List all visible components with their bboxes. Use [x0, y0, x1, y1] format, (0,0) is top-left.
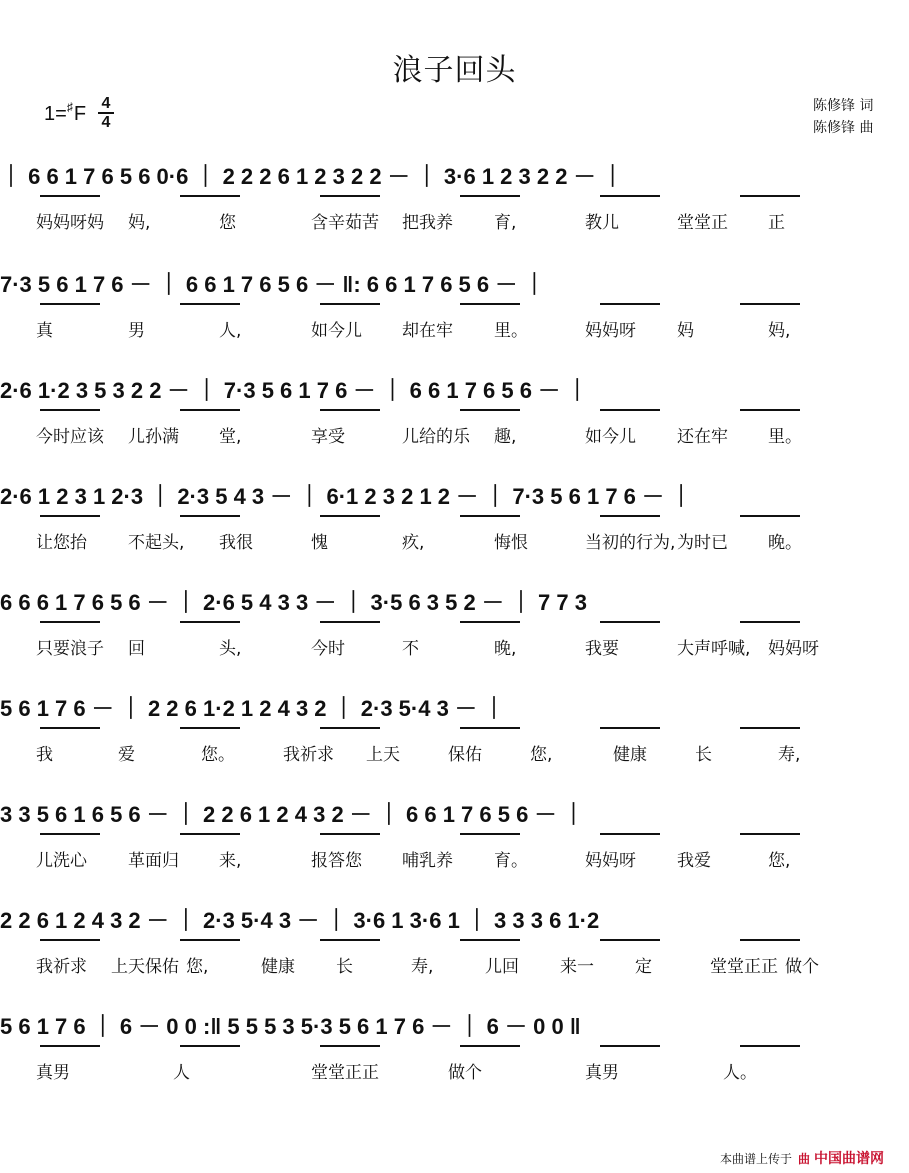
system-3	[0, 374, 909, 484]
lyric-chunk: 上天	[366, 745, 400, 765]
song-title: 浪子回头	[392, 53, 517, 88]
lyrics-line	[0, 634, 909, 660]
lyric-chunk: 爱	[118, 745, 135, 765]
lyric-chunk: 人,	[219, 321, 242, 341]
lyric-chunk: 报答您	[311, 851, 362, 871]
lyric-chunk: 来,	[219, 851, 242, 871]
notation-line: ｜ 6 6 1 7 6 5 6 0·6 ｜ 2 2 2 6 1 2 3 2 2 － ｜ 3·6 1 2 3 2 2 － ｜	[0, 164, 624, 189]
lyric-chunk: 头,	[219, 639, 242, 659]
lyric-chunk: 健康	[613, 745, 647, 765]
notation-line: 6 6 6 1 7 6 5 6 － ｜ 2·6 5 4 3 3 － ｜ 3·5 6 3 5 2 － ｜ 7 7 3	[0, 590, 587, 615]
lyric-chunk: 我要	[585, 639, 619, 659]
lyrics-line	[0, 740, 909, 766]
lyric-chunk: 正	[768, 213, 785, 233]
system-1	[0, 160, 909, 270]
lyricist-credit: 陈修锋 词	[813, 98, 874, 114]
system-2	[0, 268, 909, 378]
lyric-chunk: 寿,	[411, 957, 434, 977]
lyric-chunk: 儿孙满	[128, 427, 179, 447]
lyric-chunk: 今时	[311, 639, 345, 659]
lyric-chunk: 儿给的乐	[402, 427, 470, 447]
system-6	[0, 692, 909, 802]
lyric-chunk: 健康	[261, 957, 295, 977]
lyric-chunk: 长	[336, 957, 353, 977]
notation-line: 2·6 1 2 3 1 2·3 ｜ 2·3 5 4 3 － ｜ 6·1 2 3 2 1 2 － ｜ 7·3 5 6 1 7 6 － ｜	[0, 484, 693, 509]
key-prefix: 1=	[44, 103, 67, 125]
lyric-chunk: 堂堂正	[677, 213, 728, 233]
lyric-chunk: 不	[402, 639, 419, 659]
time-signature	[98, 95, 114, 131]
lyrics-line	[0, 952, 909, 978]
lyric-chunk: 堂堂正正	[710, 957, 778, 977]
notation-line: 3 3 5 6 1 6 5 6 － ｜ 2 2 6 1 2 4 3 2 － ｜ 6 6 1 7 6 5 6 － ｜	[0, 802, 585, 827]
lyric-chunk: 妈妈呀	[585, 851, 636, 871]
lyric-chunk: 享受	[311, 427, 345, 447]
system-7	[0, 798, 909, 908]
lyric-chunk: 妈妈呀	[768, 639, 819, 659]
lyric-chunk: 趣,	[494, 427, 517, 447]
notation-line: 5 6 1 7 6 － ｜ 2 2 6 1·2 1 2 4 3 2 ｜ 2·3 5·4 3 － ｜	[0, 696, 506, 721]
lyric-chunk: 来一	[560, 957, 594, 977]
meter-top: 4	[101, 95, 111, 112]
lyric-chunk: 教儿	[585, 213, 619, 233]
lyric-chunk: 保佑	[448, 745, 482, 765]
system-9	[0, 1010, 909, 1120]
footer	[720, 1148, 884, 1168]
lyric-chunk: 还在牢	[677, 427, 728, 447]
lyric-chunk: 我祈求	[36, 957, 87, 977]
lyric-chunk: 人。	[723, 1063, 757, 1083]
lyric-chunk: 我	[36, 745, 53, 765]
lyric-chunk: 今时应该	[36, 427, 104, 447]
lyric-chunk: 做个	[448, 1063, 482, 1083]
lyric-chunk: 做个	[785, 957, 819, 977]
lyric-chunk: 您,	[768, 851, 791, 871]
lyric-chunk: 儿洗心	[36, 851, 87, 871]
lyric-chunk: 妈,	[768, 321, 791, 341]
notation-line: 7·3 5 6 1 7 6 － ｜ 6 6 1 7 6 5 6 － ‖: 6 6 1 7 6 5 6 － ｜	[0, 272, 546, 297]
system-5	[0, 586, 909, 696]
lyric-chunk: 把我养	[402, 213, 453, 233]
lyric-chunk: 里。	[768, 427, 802, 447]
lyric-chunk: 儿回	[485, 957, 519, 977]
lyrics-line	[0, 1058, 909, 1084]
lyric-chunk: 堂,	[219, 427, 242, 447]
lyric-chunk: 长	[695, 745, 712, 765]
lyric-chunk: 妈	[677, 321, 694, 341]
key-note: F	[73, 103, 87, 125]
lyric-chunk: 里。	[494, 321, 528, 341]
lyric-chunk: 我很	[219, 533, 253, 553]
lyric-chunk: 如今儿	[311, 321, 362, 341]
notation-line: 5 6 1 7 6 ｜ 6 － 0 0 :‖ 5 5 5 3 5·3 5 6 1 7 6 － ｜ 6 － 0 0 ‖	[0, 1014, 581, 1039]
site-brand: 中国曲谱网	[814, 1151, 885, 1167]
lyric-chunk: 当初的行为,	[585, 533, 676, 553]
lyric-chunk: 革面归	[128, 851, 179, 871]
lyric-chunk: 妈妈呀	[585, 321, 636, 341]
notation-line: 2 2 6 1 2 4 3 2 － ｜ 2·3 5·4 3 － ｜ 3·6 1 3·6 1 ｜ 3 3 3 6 1·2	[0, 908, 600, 933]
lyric-chunk: 真男	[585, 1063, 619, 1083]
lyric-chunk: 妈,	[128, 213, 151, 233]
lyric-chunk: 堂堂正正	[311, 1063, 379, 1083]
lyric-chunk: 育。	[494, 851, 528, 871]
lyric-chunk: 您,	[530, 745, 553, 765]
notation-line: 2·6 1·2 3 5 3 2 2 － ｜ 7·3 5 6 1 7 6 － ｜ 6 6 1 7 6 5 6 － ｜	[0, 378, 589, 403]
system-4	[0, 480, 909, 590]
lyric-chunk: 真	[36, 321, 53, 341]
lyric-chunk: 晚,	[494, 639, 517, 659]
lyric-chunk: 您	[219, 213, 236, 233]
lyric-chunk: 让您抬	[36, 533, 87, 553]
lyric-chunk: 只要浪子	[36, 639, 104, 659]
lyric-chunk: 愧	[311, 533, 328, 553]
lyric-chunk: 含辛茹苦	[311, 213, 379, 233]
meter-bottom: 4	[98, 112, 114, 131]
lyric-chunk: 却在牢	[402, 321, 453, 341]
lyrics-line	[0, 316, 909, 342]
lyric-chunk: 哺乳养	[402, 851, 453, 871]
composer-credit: 陈修锋 曲	[813, 120, 874, 136]
lyric-chunk: 大声呼喊,	[677, 639, 751, 659]
lyric-chunk: 疚,	[402, 533, 425, 553]
lyric-chunk: 寿,	[778, 745, 801, 765]
lyric-chunk: 悔恨	[494, 533, 528, 553]
upload-note: 本曲谱上传于	[720, 1152, 793, 1166]
lyric-chunk: 人	[173, 1063, 190, 1083]
lyrics-line	[0, 422, 909, 448]
key-signature	[44, 100, 86, 126]
lyric-chunk: 为时已	[677, 533, 728, 553]
lyric-chunk: 您。	[201, 745, 235, 765]
lyric-chunk: 我爱	[677, 851, 711, 871]
site-logo-icon: 曲	[798, 1152, 811, 1166]
lyric-chunk: 回	[128, 639, 145, 659]
lyric-chunk: 男	[128, 321, 145, 341]
lyric-chunk: 晚。	[768, 533, 802, 553]
lyrics-line	[0, 846, 909, 872]
sharp-sign: ♯	[66, 100, 73, 114]
lyric-chunk: 真男	[36, 1063, 70, 1083]
lyric-chunk: 妈妈呀妈	[36, 213, 104, 233]
lyric-chunk: 我祈求	[283, 745, 334, 765]
lyric-chunk: 上天保佑	[111, 957, 179, 977]
lyrics-line	[0, 528, 909, 554]
lyric-chunk: 如今儿	[585, 427, 636, 447]
system-8	[0, 904, 909, 1014]
lyrics-line	[0, 208, 909, 234]
lyric-chunk: 您,	[186, 957, 209, 977]
lyric-chunk: 育,	[494, 213, 517, 233]
lyric-chunk: 不起头,	[128, 533, 185, 553]
lyric-chunk: 定	[635, 957, 652, 977]
